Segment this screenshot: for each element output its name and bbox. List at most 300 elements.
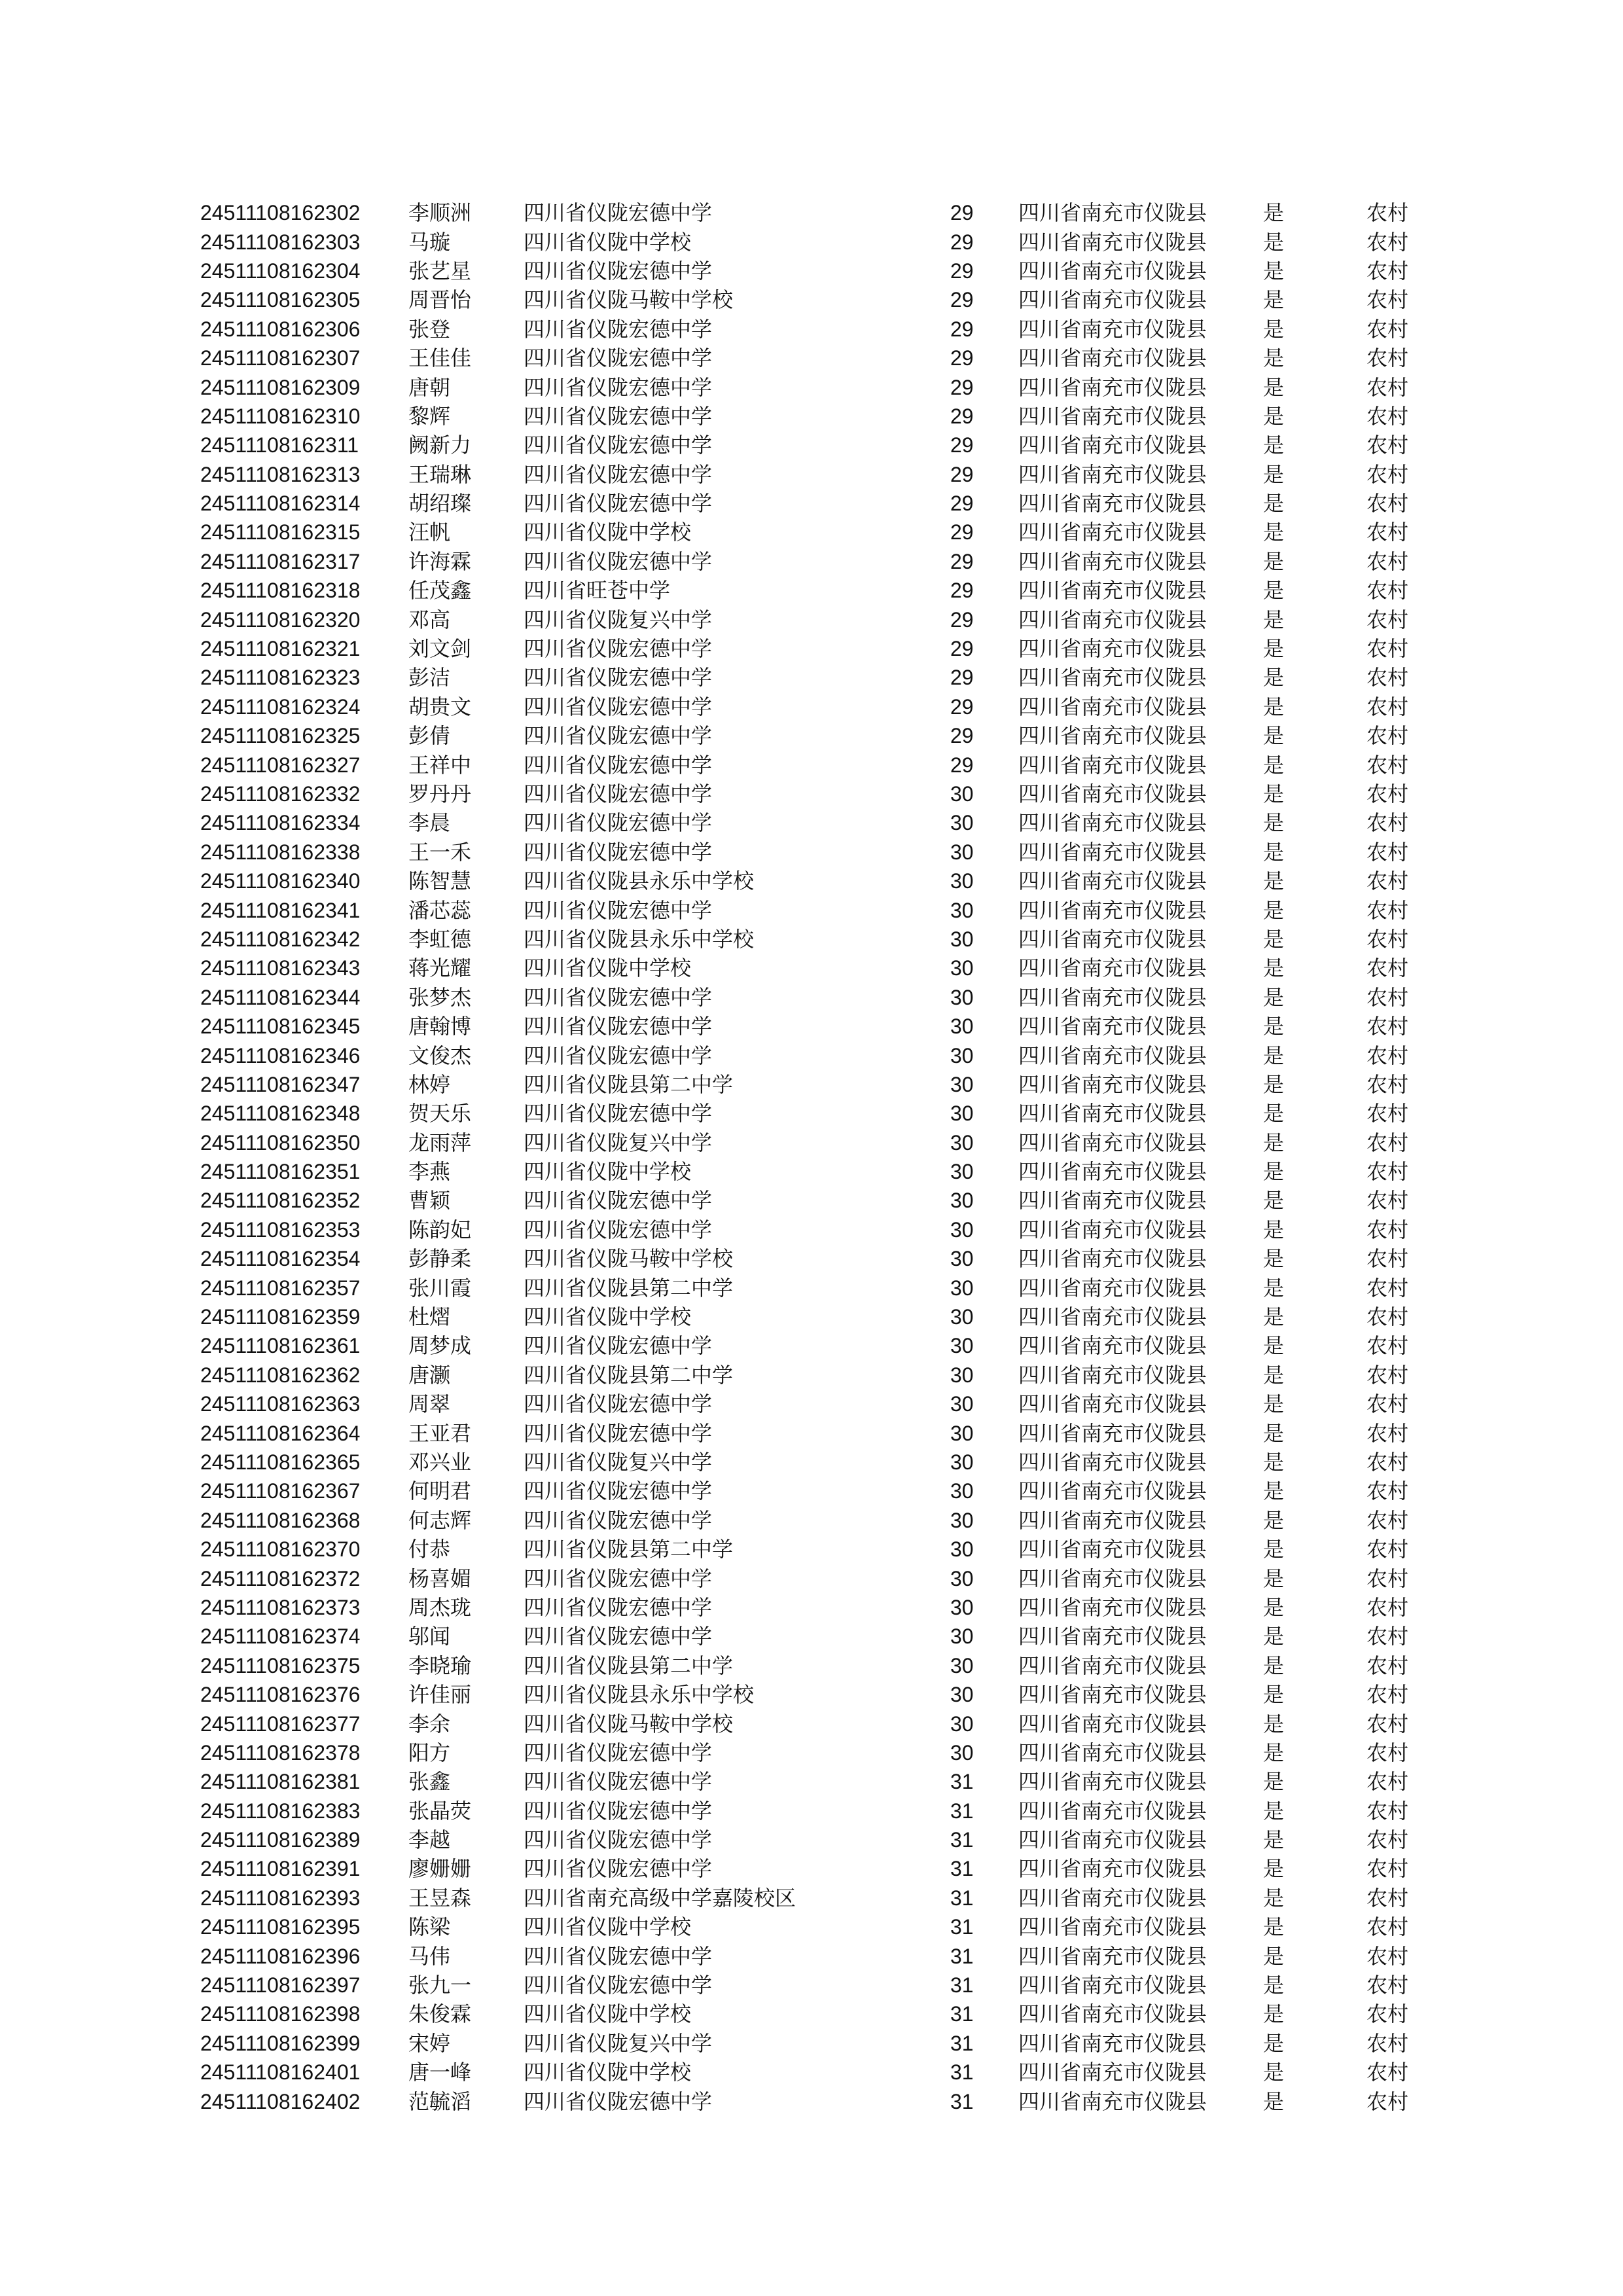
school-cell: 四川省仪陇中学校 <box>524 956 692 981</box>
exam-number-cell: 24511108162345 <box>200 1014 361 1039</box>
region-cell: 四川省南充市仪陇县 <box>1018 433 1207 458</box>
residence-type-cell: 农村 <box>1366 520 1409 545</box>
student-name-cell: 李晓瑜 <box>408 1653 472 1678</box>
residence-type-cell: 农村 <box>1366 1943 1409 1969</box>
class-code-cell: 30 <box>950 1450 974 1474</box>
region-cell: 四川省南充市仪陇县 <box>1018 897 1207 923</box>
school-cell: 四川省仪陇宏德中学 <box>524 1740 713 1765</box>
residence-type-cell: 农村 <box>1366 1885 1409 1910</box>
residence-type-cell: 农村 <box>1366 926 1409 952</box>
eligibility-cell: 是 <box>1263 810 1285 836</box>
eligibility-cell: 是 <box>1263 1537 1285 1562</box>
region-cell: 四川省南充市仪陇县 <box>1018 781 1207 806</box>
region-cell: 四川省南充市仪陇县 <box>1018 926 1207 952</box>
class-code-cell: 31 <box>950 1828 974 1852</box>
student-name-cell: 邓兴业 <box>408 1449 472 1475</box>
school-cell: 四川省仪陇宏德中学 <box>524 1594 713 1620</box>
exam-number-cell: 24511108162376 <box>200 1683 361 1707</box>
student-name-cell: 许佳丽 <box>408 1682 472 1708</box>
table-row <box>200 1535 1419 1564</box>
student-name-cell: 付恭 <box>408 1537 451 1562</box>
region-cell: 四川省南充市仪陇县 <box>1018 694 1207 719</box>
region-cell: 四川省南充市仪陇县 <box>1018 1566 1207 1591</box>
region-cell: 四川省南充市仪陇县 <box>1018 2060 1207 2085</box>
exam-number-cell: 24511108162344 <box>200 985 361 1009</box>
class-code-cell: 30 <box>950 985 974 1009</box>
residence-type-cell: 农村 <box>1366 229 1409 255</box>
region-cell: 四川省南充市仪陇县 <box>1018 1449 1207 1475</box>
exam-number-cell: 24511108162398 <box>200 2002 361 2026</box>
class-code-cell: 29 <box>950 637 974 661</box>
class-code-cell: 31 <box>950 1973 974 1998</box>
eligibility-cell: 是 <box>1263 548 1285 574</box>
student-name-cell: 王祥中 <box>408 752 472 778</box>
residence-type-cell: 农村 <box>1366 1769 1409 1795</box>
student-table <box>200 198 1419 2116</box>
school-cell: 四川省仪陇中学校 <box>524 2001 692 2027</box>
student-name-cell: 胡绍璨 <box>408 491 472 516</box>
residence-type-cell: 农村 <box>1366 433 1409 458</box>
table-row <box>200 518 1419 547</box>
region-cell: 四川省南充市仪陇县 <box>1018 1246 1207 1272</box>
eligibility-cell: 是 <box>1263 578 1285 603</box>
exam-number-cell: 24511108162307 <box>200 346 361 370</box>
class-code-cell: 30 <box>950 1740 974 1765</box>
student-name-cell: 李虹德 <box>408 926 472 952</box>
student-name-cell: 张川霞 <box>408 1275 472 1300</box>
class-code-cell: 29 <box>950 666 974 690</box>
class-code-cell: 31 <box>950 2031 974 2055</box>
table-row <box>200 1506 1419 1535</box>
residence-type-cell: 农村 <box>1366 374 1409 400</box>
eligibility-cell: 是 <box>1263 1914 1285 1940</box>
table-row <box>200 1099 1419 1128</box>
region-cell: 四川省南充市仪陇县 <box>1018 316 1207 342</box>
region-cell: 四川省南充市仪陇县 <box>1018 1827 1207 1853</box>
residence-type-cell: 农村 <box>1366 461 1409 487</box>
school-cell: 四川省仪陇中学校 <box>524 2060 692 2085</box>
residence-type-cell: 农村 <box>1366 1362 1409 1388</box>
student-name-cell: 邓高 <box>408 607 451 632</box>
school-cell: 四川省仪陇宏德中学 <box>524 491 713 516</box>
eligibility-cell: 是 <box>1263 1391 1285 1417</box>
student-name-cell: 罗丹丹 <box>408 781 472 806</box>
residence-type-cell: 农村 <box>1366 810 1409 836</box>
student-name-cell: 李顺洲 <box>408 200 472 226</box>
region-cell: 四川省南充市仪陇县 <box>1018 491 1207 516</box>
class-code-cell: 29 <box>950 404 974 428</box>
student-name-cell: 张艺星 <box>408 258 472 283</box>
residence-type-cell: 农村 <box>1366 287 1409 313</box>
residence-type-cell: 农村 <box>1366 578 1409 603</box>
table-row <box>200 1825 1419 1854</box>
class-code-cell: 30 <box>950 840 974 864</box>
exam-number-cell: 24511108162332 <box>200 782 361 806</box>
class-code-cell: 31 <box>950 1799 974 1823</box>
eligibility-cell: 是 <box>1263 1885 1285 1910</box>
exam-number-cell: 24511108162317 <box>200 549 361 573</box>
class-code-cell: 29 <box>950 549 974 573</box>
eligibility-cell: 是 <box>1263 1566 1285 1591</box>
eligibility-cell: 是 <box>1263 1014 1285 1039</box>
residence-type-cell: 农村 <box>1366 491 1409 516</box>
region-cell: 四川省南充市仪陇县 <box>1018 403 1207 429</box>
student-name-cell: 王昱森 <box>408 1885 472 1910</box>
table-row <box>200 344 1419 372</box>
table-row <box>200 460 1419 489</box>
table-row <box>200 227 1419 256</box>
student-name-cell: 杨喜媚 <box>408 1566 472 1591</box>
class-code-cell: 30 <box>950 869 974 893</box>
table-row <box>200 605 1419 634</box>
table-row <box>200 372 1419 401</box>
school-cell: 四川省仪陇马鞍中学校 <box>524 287 734 313</box>
class-code-cell: 30 <box>950 956 974 980</box>
class-code-cell: 30 <box>950 1537 974 1562</box>
school-cell: 四川省仪陇宏德中学 <box>524 461 713 487</box>
residence-type-cell: 农村 <box>1366 1420 1409 1446</box>
student-name-cell: 彭静柔 <box>408 1246 472 1272</box>
school-cell: 四川省仪陇宏德中学 <box>524 1188 713 1213</box>
residence-type-cell: 农村 <box>1366 1594 1409 1620</box>
eligibility-cell: 是 <box>1263 984 1285 1010</box>
student-name-cell: 张晶荧 <box>408 1798 472 1823</box>
student-name-cell: 马伟 <box>408 1943 451 1969</box>
residence-type-cell: 农村 <box>1366 346 1409 371</box>
school-cell: 四川省仪陇宏德中学 <box>524 636 713 662</box>
region-cell: 四川省南充市仪陇县 <box>1018 2030 1207 2056</box>
exam-number-cell: 24511108162334 <box>200 811 361 835</box>
school-cell: 四川省仪陇宏德中学 <box>524 374 713 400</box>
class-code-cell: 30 <box>950 1305 974 1329</box>
residence-type-cell: 农村 <box>1366 1391 1409 1417</box>
student-name-cell: 蒋光耀 <box>408 956 472 981</box>
region-cell: 四川省南充市仪陇县 <box>1018 607 1207 632</box>
school-cell: 四川省仪陇宏德中学 <box>524 1769 713 1795</box>
table-row <box>200 1273 1419 1302</box>
school-cell: 四川省仪陇县第二中学 <box>524 1653 734 1678</box>
exam-number-cell: 24511108162341 <box>200 898 361 922</box>
class-code-cell: 29 <box>950 433 974 457</box>
eligibility-cell: 是 <box>1263 1217 1285 1242</box>
student-name-cell: 李晨 <box>408 810 451 836</box>
exam-number-cell: 24511108162367 <box>200 1479 361 1503</box>
residence-type-cell: 农村 <box>1366 1507 1409 1533</box>
class-code-cell: 30 <box>950 1130 974 1155</box>
residence-type-cell: 农村 <box>1366 316 1409 342</box>
student-name-cell: 汪帆 <box>408 520 451 545</box>
exam-number-cell: 24511108162363 <box>200 1392 361 1416</box>
student-name-cell: 宋婷 <box>408 2030 451 2056</box>
class-code-cell: 30 <box>950 1392 974 1416</box>
student-name-cell: 彭倩 <box>408 723 451 749</box>
residence-type-cell: 农村 <box>1366 607 1409 632</box>
region-cell: 四川省南充市仪陇县 <box>1018 200 1207 226</box>
region-cell: 四川省南充市仪陇县 <box>1018 1711 1207 1736</box>
school-cell: 四川省仪陇宏德中学 <box>524 1827 713 1853</box>
exam-number-cell: 24511108162396 <box>200 1944 361 1968</box>
student-name-cell: 廖姗姗 <box>408 1856 472 1882</box>
eligibility-cell: 是 <box>1263 2060 1285 2085</box>
residence-type-cell: 农村 <box>1366 1275 1409 1300</box>
student-name-cell: 胡贵文 <box>408 694 472 719</box>
region-cell: 四川省南充市仪陇县 <box>1018 1304 1207 1330</box>
residence-type-cell: 农村 <box>1366 1914 1409 1940</box>
table-row <box>200 634 1419 663</box>
residence-type-cell: 农村 <box>1366 1711 1409 1736</box>
exam-number-cell: 24511108162370 <box>200 1537 361 1562</box>
region-cell: 四川省南充市仪陇县 <box>1018 752 1207 778</box>
eligibility-cell: 是 <box>1263 258 1285 283</box>
residence-type-cell: 农村 <box>1366 2030 1409 2056</box>
school-cell: 四川省仪陇宏德中学 <box>524 984 713 1010</box>
region-cell: 四川省南充市仪陇县 <box>1018 1769 1207 1795</box>
table-row <box>200 1448 1419 1477</box>
school-cell: 四川省仪陇中学校 <box>524 520 692 545</box>
student-name-cell: 周梦成 <box>408 1333 472 1359</box>
table-row <box>200 1157 1419 1186</box>
exam-number-cell: 24511108162374 <box>200 1624 361 1649</box>
school-cell: 四川省仪陇宏德中学 <box>524 1943 713 1969</box>
region-cell: 四川省南充市仪陇县 <box>1018 956 1207 981</box>
exam-number-cell: 24511108162325 <box>200 724 361 748</box>
student-name-cell: 李燕 <box>408 1159 451 1185</box>
table-row <box>200 257 1419 285</box>
school-cell: 四川省仪陇中学校 <box>524 1914 692 1940</box>
class-code-cell: 29 <box>950 520 974 545</box>
residence-type-cell: 农村 <box>1366 2060 1409 2085</box>
region-cell: 四川省南充市仪陇县 <box>1018 1624 1207 1649</box>
region-cell: 四川省南充市仪陇县 <box>1018 839 1207 865</box>
class-code-cell: 29 <box>950 259 974 283</box>
exam-number-cell: 24511108162305 <box>200 288 361 312</box>
exam-number-cell: 24511108162315 <box>200 520 361 545</box>
table-row <box>200 576 1419 605</box>
eligibility-cell: 是 <box>1263 1420 1285 1446</box>
eligibility-cell: 是 <box>1263 2030 1285 2056</box>
table-row <box>200 954 1419 982</box>
eligibility-cell: 是 <box>1263 1449 1285 1475</box>
residence-type-cell: 农村 <box>1366 1101 1409 1126</box>
school-cell: 四川省仪陇宏德中学 <box>524 1798 713 1823</box>
student-name-cell: 张鑫 <box>408 1769 451 1795</box>
exam-number-cell: 24511108162320 <box>200 607 361 632</box>
class-code-cell: 30 <box>950 1247 974 1271</box>
exam-number-cell: 24511108162306 <box>200 317 361 341</box>
student-name-cell: 任茂鑫 <box>408 578 472 603</box>
region-cell: 四川省南充市仪陇县 <box>1018 1188 1207 1213</box>
exam-number-cell: 24511108162354 <box>200 1247 361 1271</box>
region-cell: 四川省南充市仪陇县 <box>1018 520 1207 545</box>
student-name-cell: 彭洁 <box>408 665 451 691</box>
table-row <box>200 1709 1419 1738</box>
class-code-cell: 30 <box>950 1624 974 1649</box>
eligibility-cell: 是 <box>1263 956 1285 981</box>
school-cell: 四川省仪陇宏德中学 <box>524 258 713 283</box>
class-code-cell: 30 <box>950 1334 974 1358</box>
region-cell: 四川省南充市仪陇县 <box>1018 1420 1207 1446</box>
eligibility-cell: 是 <box>1263 869 1285 894</box>
table-row <box>200 1738 1419 1767</box>
student-name-cell: 唐灏 <box>408 1362 451 1388</box>
region-cell: 四川省南充市仪陇县 <box>1018 1275 1207 1300</box>
residence-type-cell: 农村 <box>1366 665 1409 691</box>
class-code-cell: 29 <box>950 462 974 486</box>
exam-number-cell: 24511108162318 <box>200 579 361 603</box>
residence-type-cell: 农村 <box>1366 1479 1409 1504</box>
table-row <box>200 402 1419 431</box>
class-code-cell: 29 <box>950 579 974 603</box>
exam-number-cell: 24511108162352 <box>200 1189 361 1213</box>
student-name-cell: 杜熠 <box>408 1304 451 1330</box>
class-code-cell: 31 <box>950 2002 974 2026</box>
region-cell: 四川省南充市仪陇县 <box>1018 287 1207 313</box>
residence-type-cell: 农村 <box>1366 1856 1409 1882</box>
school-cell: 四川省仪陇宏德中学 <box>524 694 713 719</box>
region-cell: 四川省南充市仪陇县 <box>1018 461 1207 487</box>
class-code-cell: 30 <box>950 898 974 922</box>
table-body <box>200 198 1419 2116</box>
eligibility-cell: 是 <box>1263 1188 1285 1213</box>
student-name-cell: 周晋怡 <box>408 287 472 313</box>
student-name-cell: 刘文剑 <box>408 636 472 662</box>
exam-number-cell: 24511108162393 <box>200 1886 361 1910</box>
exam-number-cell: 24511108162314 <box>200 492 361 516</box>
student-name-cell: 李越 <box>408 1827 451 1853</box>
residence-type-cell: 农村 <box>1366 258 1409 283</box>
exam-number-cell: 24511108162348 <box>200 1102 361 1126</box>
class-code-cell: 29 <box>950 607 974 632</box>
eligibility-cell: 是 <box>1263 1479 1285 1504</box>
region-cell: 四川省南充市仪陇县 <box>1018 548 1207 574</box>
student-name-cell: 何志辉 <box>408 1507 472 1533</box>
residence-type-cell: 农村 <box>1366 1798 1409 1823</box>
class-code-cell: 30 <box>950 1683 974 1707</box>
school-cell: 四川省仪陇中学校 <box>524 1304 692 1330</box>
residence-type-cell: 农村 <box>1366 1071 1409 1097</box>
class-code-cell: 31 <box>950 2089 974 2113</box>
table-row <box>200 750 1419 779</box>
region-cell: 四川省南充市仪陇县 <box>1018 2001 1207 2027</box>
eligibility-cell: 是 <box>1263 1101 1285 1126</box>
exam-number-cell: 24511108162353 <box>200 1217 361 1242</box>
class-code-cell: 30 <box>950 1653 974 1677</box>
class-code-cell: 30 <box>950 1363 974 1387</box>
exam-number-cell: 24511108162327 <box>200 753 361 777</box>
school-cell: 四川省仪陇宏德中学 <box>524 1043 713 1068</box>
residence-type-cell: 农村 <box>1366 1566 1409 1591</box>
region-cell: 四川省南充市仪陇县 <box>1018 346 1207 371</box>
school-cell: 四川省旺苍中学 <box>524 578 671 603</box>
school-cell: 四川省仪陇宏德中学 <box>524 839 713 865</box>
region-cell: 四川省南充市仪陇县 <box>1018 1130 1207 1155</box>
school-cell: 四川省仪陇县第二中学 <box>524 1362 734 1388</box>
student-name-cell: 贺天乐 <box>408 1101 472 1126</box>
school-cell: 四川省仪陇复兴中学 <box>524 2030 713 2056</box>
student-name-cell: 唐一峰 <box>408 2060 472 2085</box>
residence-type-cell: 农村 <box>1366 956 1409 981</box>
class-code-cell: 30 <box>950 1712 974 1736</box>
table-row <box>200 1418 1419 1447</box>
region-cell: 四川省南充市仪陇县 <box>1018 1594 1207 1620</box>
class-code-cell: 30 <box>950 1102 974 1126</box>
exam-number-cell: 24511108162351 <box>200 1160 361 1184</box>
region-cell: 四川省南充市仪陇县 <box>1018 229 1207 255</box>
eligibility-cell: 是 <box>1263 1798 1285 1823</box>
table-row <box>200 1884 1419 1912</box>
residence-type-cell: 农村 <box>1366 2001 1409 2027</box>
residence-type-cell: 农村 <box>1366 1449 1409 1475</box>
table-row <box>200 315 1419 344</box>
class-code-cell: 30 <box>950 782 974 806</box>
student-name-cell: 陈韵妃 <box>408 1217 472 1242</box>
school-cell: 四川省仪陇宏德中学 <box>524 1624 713 1649</box>
region-cell: 四川省南充市仪陇县 <box>1018 723 1207 749</box>
table-row <box>200 1767 1419 1796</box>
class-code-cell: 31 <box>950 1915 974 1939</box>
school-cell: 四川省仪陇宏德中学 <box>524 433 713 458</box>
student-name-cell: 范毓滔 <box>408 2089 472 2114</box>
school-cell: 四川省仪陇县第二中学 <box>524 1537 734 1562</box>
table-row <box>200 1912 1419 1941</box>
region-cell: 四川省南充市仪陇县 <box>1018 1014 1207 1039</box>
school-cell: 四川省仪陇宏德中学 <box>524 810 713 836</box>
eligibility-cell: 是 <box>1263 461 1285 487</box>
class-code-cell: 30 <box>950 1014 974 1039</box>
region-cell: 四川省南充市仪陇县 <box>1018 1682 1207 1708</box>
school-cell: 四川省南充高级中学嘉陵校区 <box>524 1885 796 1910</box>
school-cell: 四川省仪陇宏德中学 <box>524 2089 713 2114</box>
residence-type-cell: 农村 <box>1366 1827 1409 1853</box>
student-name-cell: 周杰珑 <box>408 1594 472 1620</box>
region-cell: 四川省南充市仪陇县 <box>1018 1362 1207 1388</box>
school-cell: 四川省仪陇宏德中学 <box>524 1014 713 1039</box>
table-row <box>200 838 1419 867</box>
class-code-cell: 30 <box>950 1043 974 1067</box>
student-name-cell: 王佳佳 <box>408 346 472 371</box>
eligibility-cell: 是 <box>1263 694 1285 719</box>
residence-type-cell: 农村 <box>1366 2089 1409 2114</box>
school-cell: 四川省仪陇宏德中学 <box>524 1217 713 1242</box>
school-cell: 四川省仪陇县第二中学 <box>524 1071 734 1097</box>
eligibility-cell: 是 <box>1263 1973 1285 1998</box>
exam-number-cell: 24511108162304 <box>200 259 361 283</box>
class-code-cell: 30 <box>950 1276 974 1300</box>
region-cell: 四川省南充市仪陇县 <box>1018 1653 1207 1678</box>
exam-number-cell: 24511108162401 <box>200 2060 361 2085</box>
eligibility-cell: 是 <box>1263 403 1285 429</box>
exam-number-cell: 24511108162342 <box>200 927 361 951</box>
eligibility-cell: 是 <box>1263 200 1285 226</box>
residence-type-cell: 农村 <box>1366 403 1409 429</box>
exam-number-cell: 24511108162321 <box>200 637 361 661</box>
eligibility-cell: 是 <box>1263 1682 1285 1708</box>
exam-number-cell: 24511108162399 <box>200 2031 361 2055</box>
school-cell: 四川省仪陇马鞍中学校 <box>524 1246 734 1272</box>
class-code-cell: 29 <box>950 694 974 719</box>
region-cell: 四川省南充市仪陇县 <box>1018 1914 1207 1940</box>
table-row <box>200 2029 1419 2058</box>
table-row <box>200 1012 1419 1041</box>
class-code-cell: 30 <box>950 1479 974 1503</box>
eligibility-cell: 是 <box>1263 752 1285 778</box>
region-cell: 四川省南充市仪陇县 <box>1018 1537 1207 1562</box>
student-name-cell: 唐翰博 <box>408 1014 472 1039</box>
exam-number-cell: 24511108162357 <box>200 1276 361 1300</box>
table-row <box>200 692 1419 721</box>
eligibility-cell: 是 <box>1263 316 1285 342</box>
student-name-cell: 许海霖 <box>408 548 472 574</box>
